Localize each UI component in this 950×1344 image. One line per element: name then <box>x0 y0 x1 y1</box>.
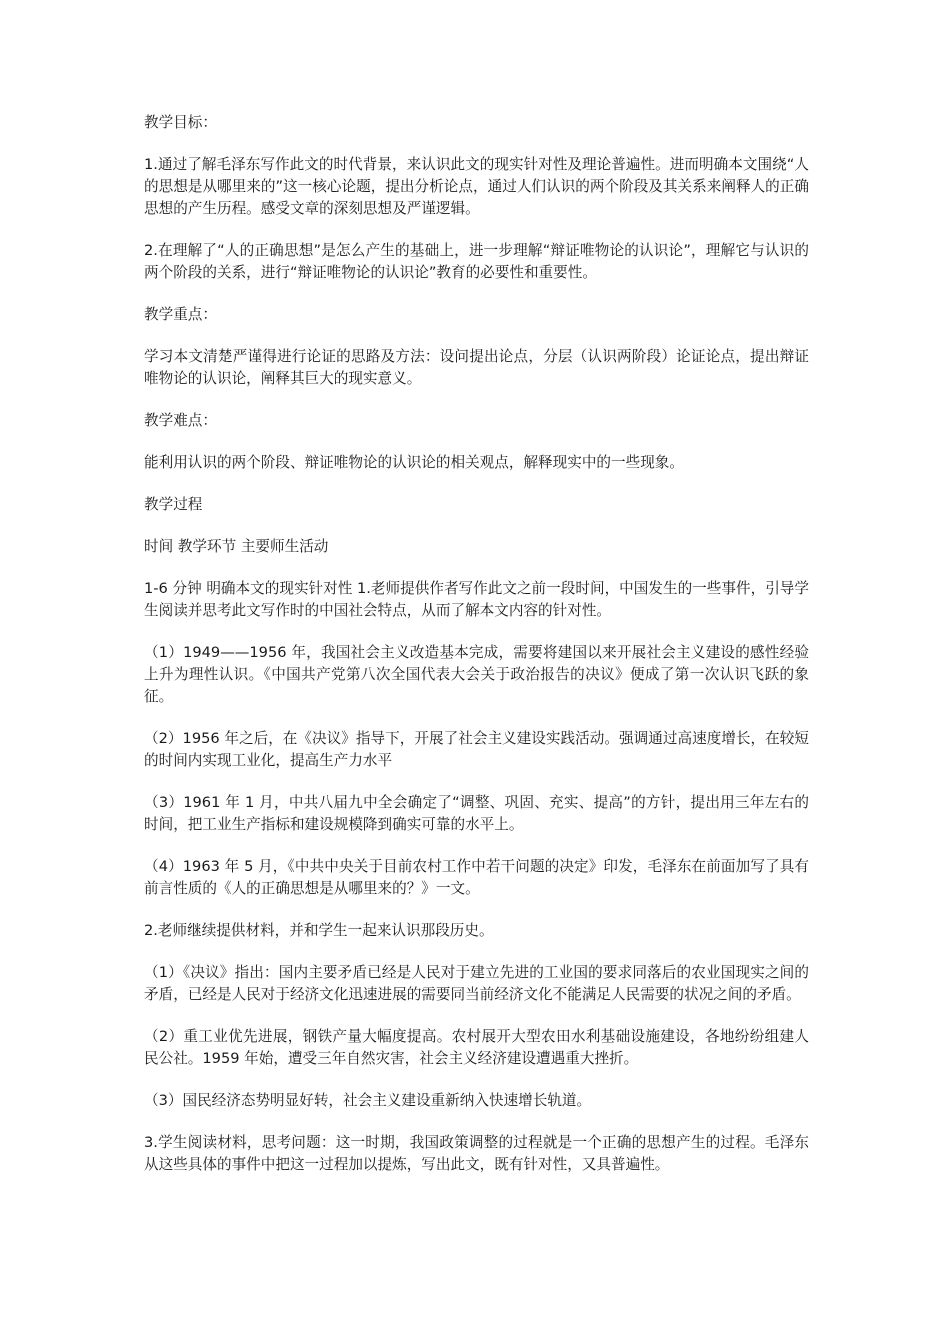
key-points-paragraph: 学习本文清楚严谨得进行论证的思路及方法：设问提出论点，分层（认识两阶段）论证论点，提出辩证唯物论的认识论，阐释其巨大的现实意义。 <box>144 348 809 387</box>
process-step-1: 1-6 分钟 明确本文的现实针对性 1.老师提供作者写作此文之前一段时间，中国发生的一些事件，引导学生阅读并思考此文写作时的中国社会特点，从而了解本文内容的针对性。 <box>144 580 809 619</box>
process-step-2: 2.老师继续提供材料，并和学生一起来认识那段历史。 <box>144 922 494 939</box>
process-table-header: 时间 教学环节 主要师生活动 <box>144 538 329 555</box>
material-item-3: （3）国民经济态势明显好转，社会主义建设重新纳入快速增长轨道。 <box>144 1092 592 1109</box>
difficulties-paragraph: 能利用认识的两个阶段、辩证唯物论的认识论的相关观点，解释现实中的一些现象。 <box>144 454 684 471</box>
heading-key-points: 教学重点： <box>144 306 217 323</box>
heading-difficulties: 教学难点： <box>144 412 217 429</box>
goal-1-paragraph: 1.通过了解毛泽东写作此文的时代背景，来认识此文的现实针对性及理论普遍性。进而明确本文围绕“人的思想是从哪里来的”这一核心论题，提出分析论点，通过人们认识的两个阶段及其关系来阐释人的正确思想的产生历程。感受文章的深刻思想及严谨逻辑。 <box>144 156 809 217</box>
event-item-1: （1）1949——1956 年，我国社会主义改造基本完成，需要将建国以来开展社会主义建设的感性经验上升为理性认识。《中国共产党第八次全国代表大会关于政治报告的决议》便成了第一次认识飞跃的象征。 <box>144 644 809 705</box>
event-item-3: （3）1961 年 1 月，中共八届九中全会确定了“调整、巩固、充实、提高”的方针，提出用三年左右的时间，把工业生产指标和建设规模降到确实可靠的水平上。 <box>144 794 809 833</box>
process-step-3: 3.学生阅读材料，思考问题：这一时期，我国政策调整的过程就是一个正确的思想产生的过程。毛泽东从这些具体的事件中把这一过程加以提炼，写出此文，既有针对性，又具普遍性。 <box>144 1134 809 1173</box>
material-item-1: （1）《决议》指出：国内主要矛盾已经是人民对于建立先进的工业国的要求同落后的农业国现实之间的矛盾，已经是人民对于经济文化迅速进展的需要同当前经济文化不能满足人民需要的状况之间的矛盾。 <box>144 964 809 1003</box>
event-item-4: （4）1963 年 5 月，《中共中央关于目前农村工作中若干问题的决定》印发，毛泽东在前面加写了具有前言性质的《人的正确思想是从哪里来的？》一文。 <box>144 858 809 897</box>
heading-teaching-goals: 教学目标： <box>144 114 217 131</box>
event-item-2: （2）1956 年之后，在《决议》指导下，开展了社会主义建设实践活动。强调通过高速度增长，在较短的时间内实现工业化，提高生产力水平 <box>144 730 809 769</box>
document-page <box>144 112 809 1196</box>
goal-2-paragraph: 2.在理解了“人的正确思想”是怎么产生的基础上，进一步理解“辩证唯物论的认识论”，理解它与认识的两个阶段的关系，进行“辩证唯物论的认识论”教育的必要性和重要性。 <box>144 242 809 281</box>
material-item-2: （2）重工业优先进展，钢铁产量大幅度提高。农村展开大型农田水利基础设施建设，各地纷纷组建人民公社。1959 年始，遭受三年自然灾害，社会主义经济建设遭遇重大挫折。 <box>144 1028 809 1067</box>
heading-teaching-process: 教学过程 <box>144 496 203 513</box>
